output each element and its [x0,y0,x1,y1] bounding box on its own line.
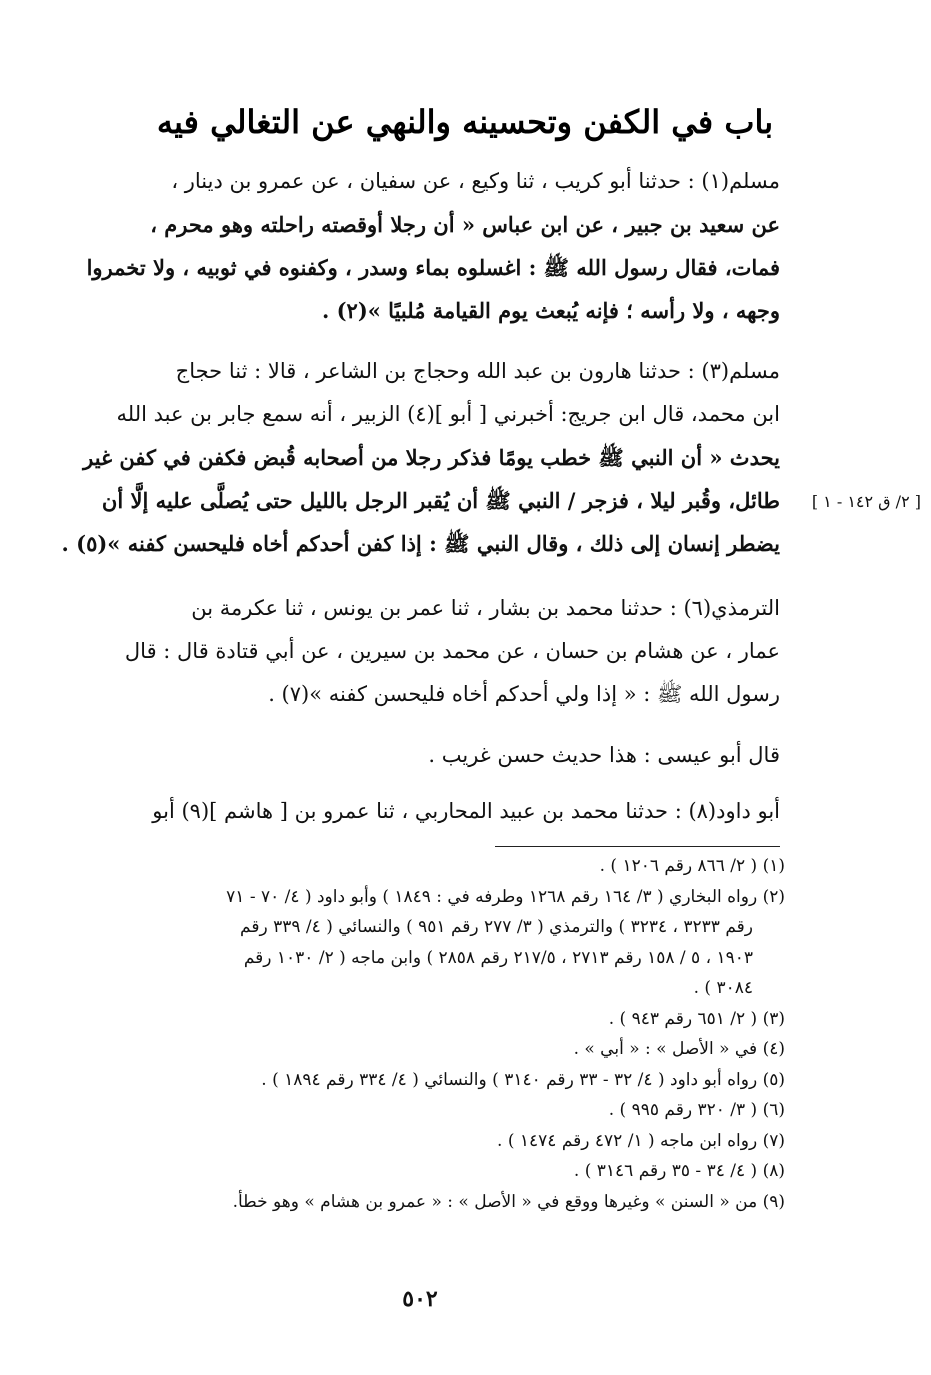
footnote-continuation: ١٩٠٣ ، ٥ / ١٥٨ رقم ٢٧١٣ ، ٢١٧/٥ رقم ٢٨٥٨ ) وابن ماجه ( ٢/ ١٠٣٠ رقم [243,947,753,968]
footnote-continuation: ٣٠٨٤ ) . [693,978,753,998]
text-line: ابن محمد، قال ابن جريج: أخبرني [ أبو ](٤) الزبير ، أنه سمع جابر بن عبد الله [116,402,780,426]
hadith-paragraph-1 [40,160,780,332]
footnote-continuation: رقم ٣٢٣٣ ، ٣٢٣٤ ) والترمذي ( ٣/ ٢٧٧ رقم ٩٥١ ) والنسائي ( ٤/ ٣٣٩ رقم [240,917,753,937]
footnote: (٦) ( ٣/ ٣٢٠ رقم ٩٩٥ ) . [608,1100,785,1120]
text-line: يضطر إنسان إلى ذلك ، وقال النبي ﷺ : إذا كفن أحدكم أخاه فليحسن كفنه »(٥) . [61,531,780,556]
text-line: وجهه ، ولا رأسه ؛ فإنه يُبعث يوم القيامة مُلبيًا »(٢) . [321,298,780,323]
text-line: مسلم(٣) : حدثنا هارون بن عبد الله وحجاج بن الشاعر ، قالا : ثنا حجاج [175,359,780,383]
chapter-title: باب في الكفن وتحسينه والنهي عن التغالي فيه [156,103,774,141]
text-line: مسلم(١) : حدثنا أبو كريب ، ثنا وكيع ، عن سفيان ، عن عمرو بن دينار ، [171,169,780,193]
commentary-paragraph [40,734,780,777]
text-line: طائل، وقُبر ليلا ، فزجر / النبي ﷺ أن يُقبر الرجل بالليل حتى يُصلَّى عليه إلَّا أن [101,488,780,513]
footnote: (٩) من « السنن » وغيرها ووقع في « الأصل » : « عمرو بن هشام » وهو خطأ. [232,1191,785,1212]
manuscript-folio-note: [ ٢/ ق ١٤٢ - ١ ] [811,492,921,511]
footnote: (٤) في « الأصل » : « أبي » . [573,1039,785,1059]
hadith-paragraph-3 [40,587,780,716]
text-line: رسول الله ﷺ : « إذا ولي أحدكم أخاه فليحسن كفنه »(٧) . [268,682,780,706]
text-line: عن سعيد بن جبير ، عن ابن عباس « أن رجلا أوقصته راحلته وهو محرم ، [150,212,780,237]
footnote: (٥) رواه أبو داود ( ٤/ ٣٢ - ٣٣ رقم ٣١٤٠ ) والنسائي ( ٤/ ٣٣٤ رقم ١٨٩٤ ) . [261,1069,785,1090]
footnote: (٧) رواه ابن ماجه ( ١/ ٤٧٢ رقم ١٤٧٤ ) . [497,1130,785,1151]
footnote: (١) ( ٢/ ٨٦٦ رقم ١٢٠٦ ) . [599,856,785,876]
text-line: يحدث « أن النبي ﷺ خطب يومًا فذكر رجلا من أصحابه قُبض فكفن في كفن غير [83,445,780,470]
text-line: عمار ، عن هشام بن حسان ، عن محمد بن سيرين ، عن أبي قتادة قال : قال [124,639,780,663]
text-line: قال أبو عيسى : هذا حديث حسن غريب . [428,743,780,767]
footnote: (٢) رواه البخاري ( ٣/ ١٦٤ رقم ١٢٦٨ وطرفه في : ١٨٤٩ ) وأبو داود ( ٤/ ٧٠ - ٧١ [226,886,785,907]
footnote-separator [495,846,780,847]
text-line: فمات، فقال رسول الله ﷺ : اغسلوه بماء وسدر ، وكفنوه في ثوبيه ، ولا تخمروا [86,255,780,280]
hadith-paragraph-5 [40,790,780,833]
text-line: الترمذي(٦) : حدثنا محمد بن بشار ، ثنا عمر بن يونس ، ثنا عكرمة بن [191,596,780,620]
page-number: ٥٠٢ [402,1286,438,1312]
text-line: أبو داود(٨) : حدثنا محمد بن عبيد المحاربي ، ثنا عمرو بن [ هاشم ](٩) أبو [152,799,780,823]
footnote: (٣) ( ٢/ ٦٥١ رقم ٩٤٣ ) . [608,1008,785,1029]
hadith-paragraph-2 [40,350,780,565]
footnote: (٨) ( ٤/ ٣٤ - ٣٥ رقم ٣١٤٦ ) . [573,1161,785,1181]
footnotes [40,851,785,1217]
